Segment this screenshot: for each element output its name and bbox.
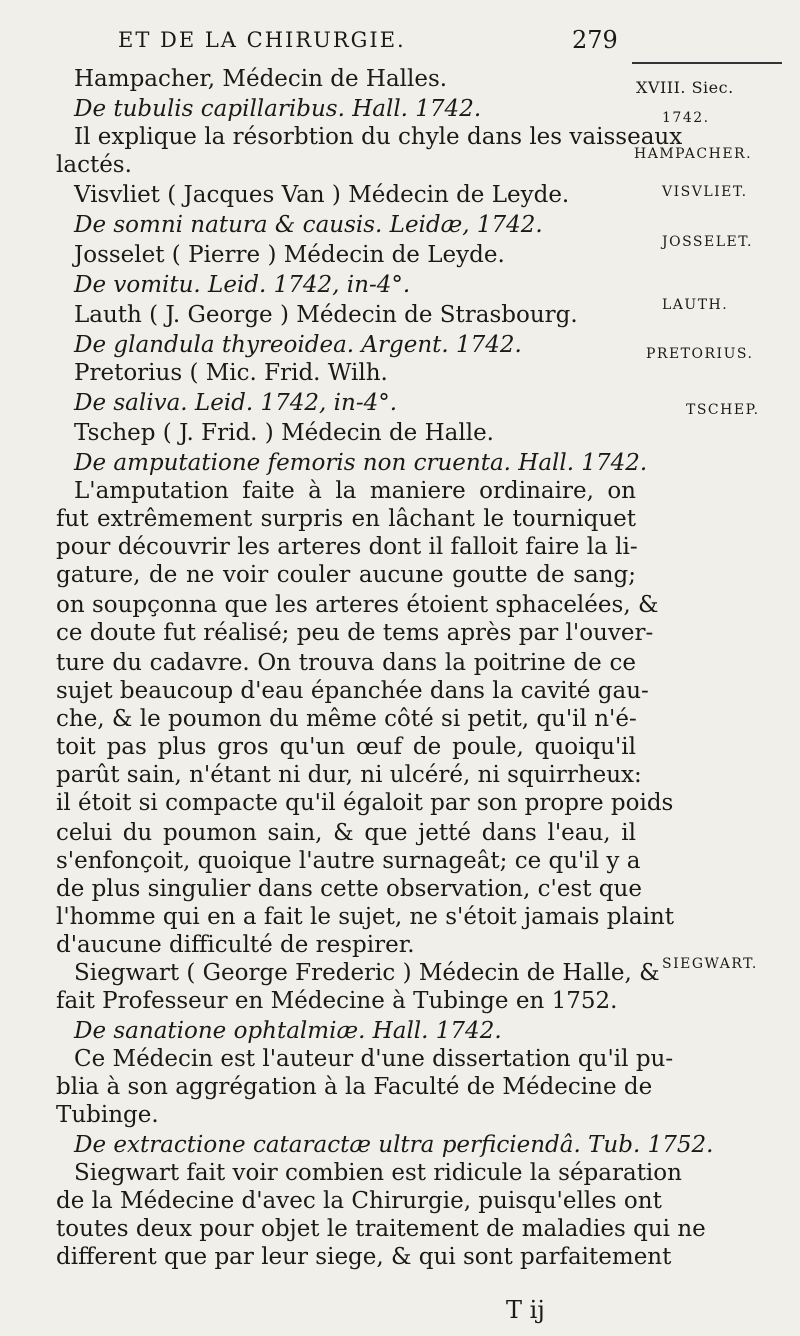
text-line: pour découvrir les arteres dont il falloit faire la li- xyxy=(56,534,638,560)
text-line: blia à son aggrégation à la Faculté de Médecine de xyxy=(56,1074,653,1100)
text-line: ture du cadavre. On trouva dans la poitrine de ce xyxy=(56,650,636,676)
text-line: l'homme qui en a fait le sujet, ne s'étoit jamais plaint xyxy=(56,904,674,930)
margin-name-pretorius: PRETORIUS. xyxy=(646,346,754,362)
text-line: toit pas plus gros qu'un œuf de poule, quoiqu'il xyxy=(56,734,636,760)
text-line: on soupçonna que les arteres étoient sphacelées, & xyxy=(56,592,659,618)
text-line: Siegwart fait voir combien est ridicule la séparation xyxy=(74,1160,682,1186)
text-line: celui du poumon sain, & que jetté dans l'eau, il xyxy=(56,820,636,846)
text-line: fait Professeur en Médecine à Tubinge en 1752. xyxy=(56,988,618,1014)
text-line: Pretorius ( Mic. Frid. Wilh. xyxy=(74,360,388,386)
text-line: d'aucune difficulté de respirer. xyxy=(56,932,415,958)
text-line: Il explique la résorbtion du chyle dans les vaisseaux xyxy=(74,124,683,150)
text-line: Visvliet ( Jacques Van ) Médecin de Leyde. xyxy=(74,182,570,208)
margin-name-josselet: JOSSELET. xyxy=(662,234,753,250)
text-line: parût sain, n'étant ni dur, ni ulcéré, ni squirrheux: xyxy=(56,762,642,788)
text-line: il étoit si compacte qu'il égaloit par son propre poids xyxy=(56,790,674,816)
text-line: De tubulis capillaribus. Hall. 1742. xyxy=(74,96,482,122)
text-line: De sanatione ophtalmiæ. Hall. 1742. xyxy=(74,1018,502,1044)
text-line: Siegwart ( George Frederic ) Médecin de Halle, & xyxy=(74,960,660,986)
text-line: gature, de ne voir couler aucune goutte de sang; xyxy=(56,562,636,588)
signature-mark: T ij xyxy=(506,1296,545,1324)
margin-name-lauth: LAUTH. xyxy=(662,297,729,313)
text-line: Lauth ( J. George ) Médecin de Strasbourg. xyxy=(74,302,578,328)
margin-name-hampacher: HAMPACHER. xyxy=(634,146,753,162)
text-line: Ce Médecin est l'auteur d'une dissertation qu'il pu- xyxy=(74,1046,674,1072)
text-line: De glandula thyreoidea. Argent. 1742. xyxy=(74,332,522,358)
text-line: ce doute fut réalisé; peu de tems après par l'ouver- xyxy=(56,620,654,646)
text-line: De saliva. Leid. 1742, in-4°. xyxy=(74,390,398,416)
text-line: Hampacher, Médecin de Halles. xyxy=(74,66,448,92)
margin-name-siegwart: SIEGWART. xyxy=(662,956,758,972)
text-line: De vomitu. Leid. 1742, in-4°. xyxy=(74,272,411,298)
margin-year: 1742. xyxy=(662,110,710,126)
text-line: toutes deux pour objet le traitement de maladies qui ne xyxy=(56,1216,706,1242)
text-line: Tubinge. xyxy=(56,1102,159,1128)
text-line: Josselet ( Pierre ) Médecin de Leyde. xyxy=(74,242,505,268)
text-line: de plus singulier dans cette observation, c'est que xyxy=(56,876,642,902)
text-line: De amputatione femoris non cruenta. Hall. 1742. xyxy=(74,450,648,476)
text-line: L'amputation faite à la maniere ordinaire, on xyxy=(74,478,636,504)
text-line: different que par leur siege, & qui sont parfaitement xyxy=(56,1244,672,1270)
text-line: fut extrêmement surpris en lâchant le tourniquet xyxy=(56,506,636,532)
margin-century: XVIII. Siec. xyxy=(636,78,734,97)
text-line: De somni natura & causis. Leidæ, 1742. xyxy=(74,212,543,238)
text-line: De extractione cataractæ ultra perficiendâ. Tub. 1752. xyxy=(74,1132,714,1158)
margin-name-tschep: TSCHEP. xyxy=(686,402,760,418)
text-line: s'enfonçoit, quoique l'autre surnageât; ce qu'il y a xyxy=(56,848,641,874)
text-line: che, & le poumon du même côté si petit, qu'il n'é- xyxy=(56,706,637,732)
text-line: de la Médecine d'avec la Chirurgie, puisqu'elles ont xyxy=(56,1188,662,1214)
margin-rule xyxy=(632,62,782,64)
text-line: Tschep ( J. Frid. ) Médecin de Halle. xyxy=(74,420,494,446)
page-number: 279 xyxy=(572,26,618,54)
text-line: lactés. xyxy=(56,152,132,178)
running-title: ET DE LA CHIRURGIE. xyxy=(118,28,406,52)
text-line: sujet beaucoup d'eau épanchée dans la cavité gau- xyxy=(56,678,649,704)
margin-name-visvliet: VISVLIET. xyxy=(662,184,748,200)
